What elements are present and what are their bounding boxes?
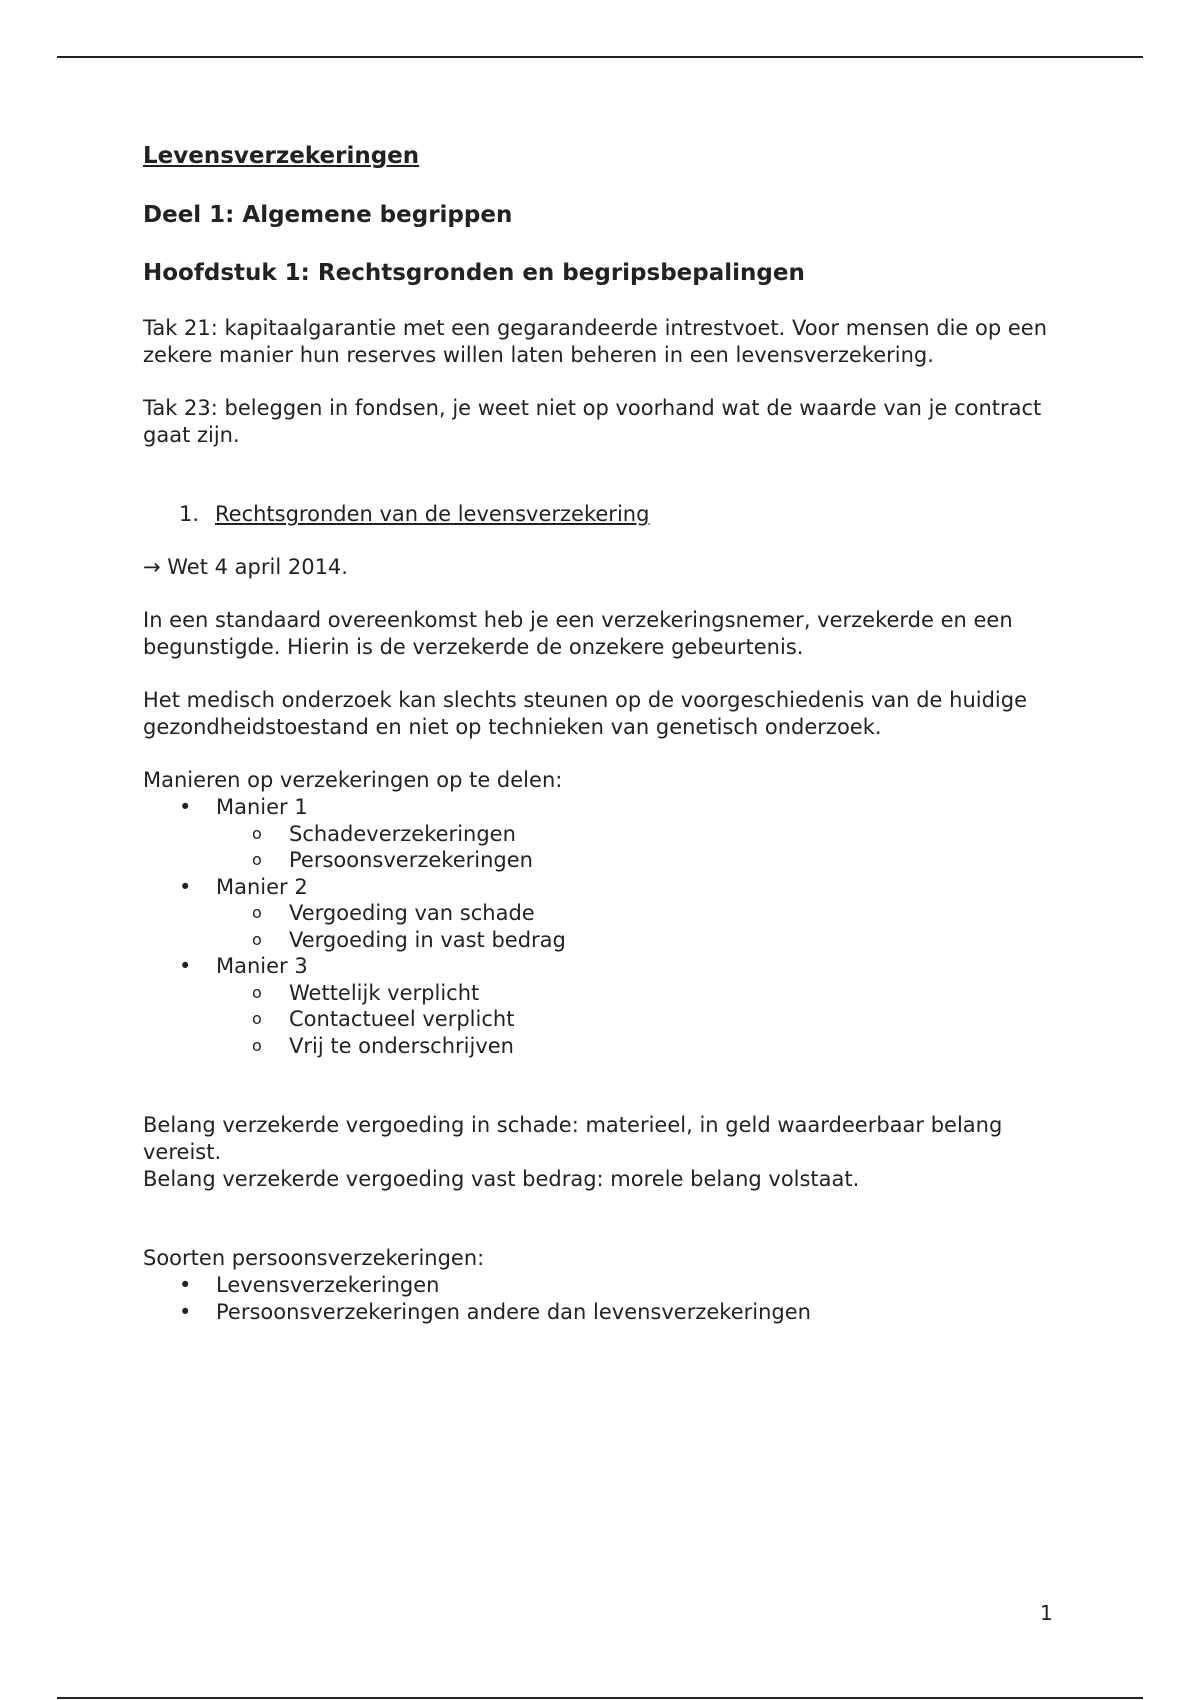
sub-list-item	[216, 1006, 1083, 1033]
sub-list-item-label: Wettelijk verplicht	[289, 980, 480, 1005]
circle-bullet-icon: o	[252, 982, 262, 1002]
sub-list-item	[216, 847, 1083, 874]
list-item	[143, 794, 1083, 874]
chapter-heading: Hoofdstuk 1: Rechtsgronden en begripsbepalingen	[143, 260, 805, 286]
paragraph-medical: Het medisch onderzoek kan slechts steunen op de voorgeschiedenis van de huidige gezondheidstoestand en niet op technieken van genetisch onderzoek.	[143, 688, 1028, 739]
list-item-label: Manier 2	[216, 874, 308, 899]
list-item-label: Levensverzekeringen	[216, 1273, 440, 1297]
section-number: 1.	[179, 502, 200, 526]
paragraph-interest-fixed: Belang verzekerde vergoeding vast bedrag: morele belang volstaat.	[143, 1167, 860, 1191]
circle-bullet-icon: o	[252, 823, 262, 843]
list-item	[143, 1272, 1083, 1299]
page-number: 1	[1040, 1601, 1053, 1625]
bullet-icon: •	[179, 1299, 192, 1324]
sub-list-item	[216, 927, 1083, 954]
sub-list-item	[216, 900, 1083, 927]
bullet-icon: •	[179, 874, 192, 899]
sub-list-item-label: Persoonsverzekeringen	[289, 848, 533, 872]
sub-list-item-label: Vergoeding van schade	[289, 901, 535, 925]
footer-rule	[57, 1697, 1143, 1699]
sub-list	[216, 900, 1083, 953]
page-content	[143, 140, 1083, 1325]
paragraph-standard: In een standaard overeenkomst heb je een verzekeringsnemer, verzekerde en een begunstigde. Hierin is de verzekerde de onzekere gebeurtenis.	[143, 608, 1013, 659]
bullet-icon: •	[179, 795, 192, 819]
bullet-icon: •	[179, 954, 192, 978]
paragraph-tak21: Tak 21: kapitaalgarantie met een gegarandeerde intrestvoet. Voor mensen die op een zekere manier hun reserves willen laten beheren in een levensverzekering.	[143, 316, 1048, 367]
sub-list	[216, 980, 1083, 1060]
section-heading	[143, 501, 1083, 528]
section-title: Rechtsgronden van de levensverzekering	[215, 502, 650, 526]
circle-bullet-icon: o	[252, 903, 262, 922]
bullet-icon: •	[179, 1273, 192, 1297]
sub-list-item-label: Contactueel verplicht	[289, 1007, 515, 1031]
sub-list	[216, 821, 1083, 874]
sub-list-item-label: Schadeverzekeringen	[289, 821, 516, 846]
sub-list-item	[216, 821, 1083, 848]
sub-list-item	[216, 1033, 1083, 1060]
circle-bullet-icon: o	[252, 929, 262, 949]
list-item-label: Manier 3	[216, 954, 308, 978]
sub-list-item	[216, 980, 1083, 1007]
sub-list-item-label: Vrij te onderschrijven	[289, 1033, 514, 1058]
circle-bullet-icon: o	[252, 850, 262, 869]
list-item-label: Persoonsverzekeringen andere dan levensverzekeringen	[216, 1299, 811, 1324]
spacer	[143, 1219, 1083, 1245]
kinds-intro: Soorten persoonsverzekeringen:	[143, 1246, 485, 1270]
arrow-line: → Wet 4 april 2014.	[143, 555, 348, 579]
paragraph-tak23: Tak 23: beleggen in fondsen, je weet niet op voorhand wat de waarde van je contract gaat zijn.	[143, 396, 1042, 447]
document-title: Levensverzekeringen	[143, 143, 420, 169]
ways-list	[143, 794, 1083, 1059]
sub-list-item-label: Vergoeding in vast bedrag	[289, 927, 566, 952]
ways-intro: Manieren op verzekeringen op te delen:	[143, 768, 563, 792]
list-item	[143, 953, 1083, 1059]
list-item	[143, 1299, 1083, 1326]
list-item	[143, 874, 1083, 954]
spacer	[143, 1059, 1083, 1112]
part-heading: Deel 1: Algemene begrippen	[143, 202, 513, 228]
circle-bullet-icon: o	[252, 1009, 262, 1028]
paragraph-interest-damage: Belang verzekerde vergoeding in schade: materieel, in geld waardeerbaar belang vereist.	[143, 1113, 1003, 1164]
list-item-label: Manier 1	[216, 795, 308, 819]
kinds-list	[143, 1272, 1083, 1325]
circle-bullet-icon: o	[252, 1035, 262, 1055]
header-rule	[57, 56, 1143, 58]
